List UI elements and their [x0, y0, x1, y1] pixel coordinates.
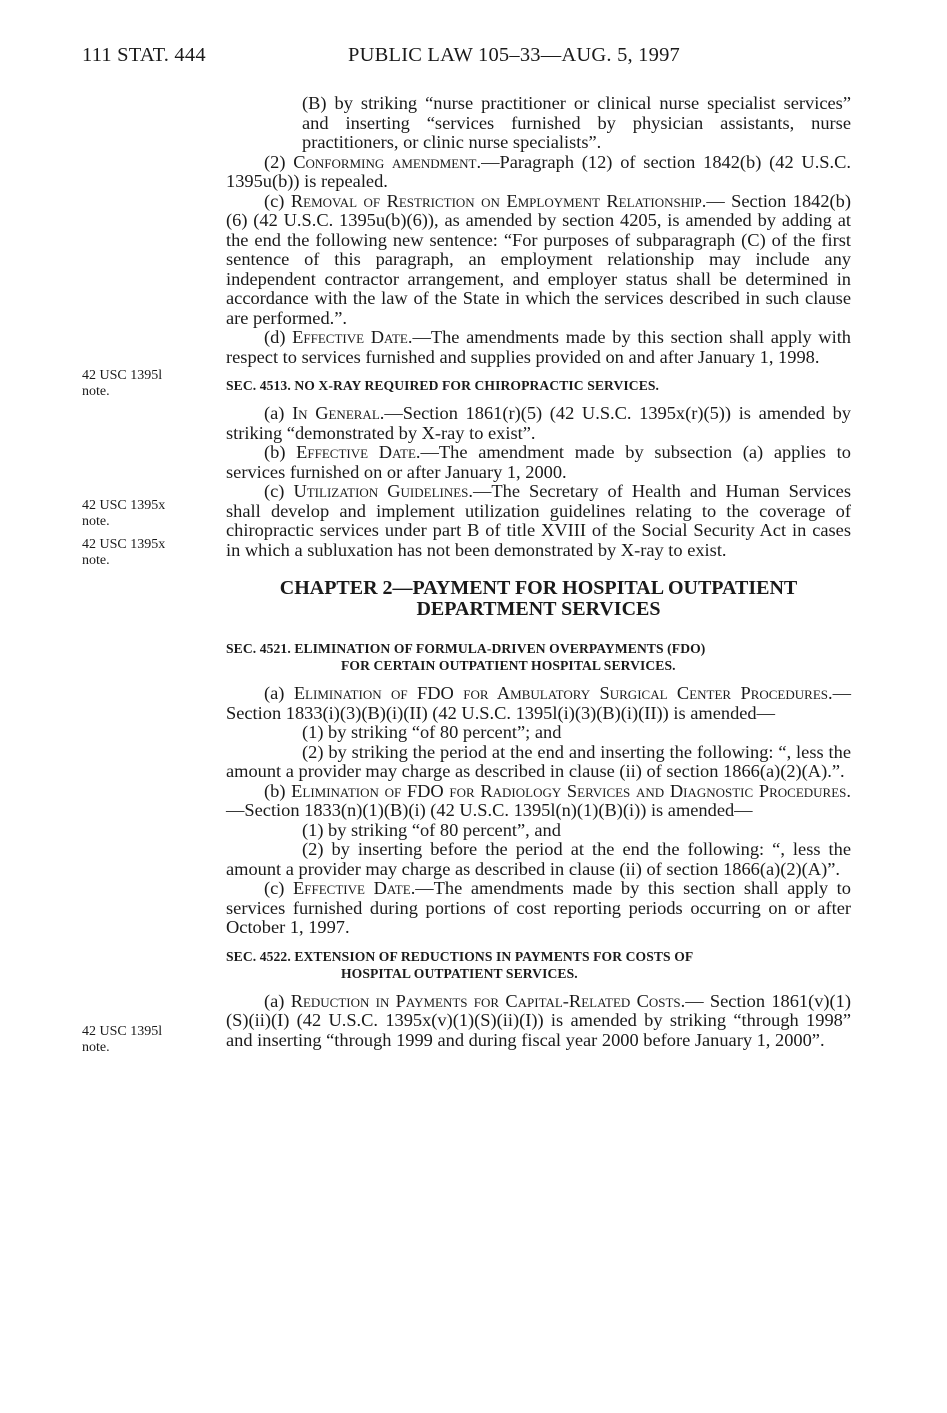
para-heading: Effective Date — [293, 878, 411, 898]
margin-note — [82, 1024, 202, 1056]
paragraph — [226, 723, 851, 743]
paragraph — [226, 992, 851, 1051]
para-heading: Utilization Guidelines — [293, 481, 469, 501]
paragraph — [226, 684, 851, 723]
section-title: SEC. 4521. ELIMINATION OF FORMULA-DRIVEN OVERPAYMENTS (FDO) — [226, 641, 706, 656]
margin-note-citation: 42 USC 1395x — [82, 498, 166, 513]
section-title-cont: HOSPITAL OUTPATIENT SERVICES. — [341, 965, 578, 981]
subparagraph-b: (B) by striking “nurse practitioner or clinical nurse specialist services” and inserting “services furnished by physician assistants, nurse practitioners, or clinic nurse specialists”. — [302, 93, 851, 152]
section-heading — [226, 948, 851, 982]
para-body: .—The Secretary of Health and Human Services shall develop and implement utilization guidelines relating to the coverage of chiropractic services under part B of title XVIII of the Social Security Act in cases in which a subluxation has not been demonstrated by X-ray to exist. — [226, 481, 851, 560]
margin-note — [82, 537, 202, 569]
para-number: (a) — [264, 990, 291, 1011]
para-body: .—Section 1861(r)(5) (42 U.S.C. 1395x(r)(5)) is amended by striking “demonstrated by X-ray to exist”. — [226, 403, 852, 443]
section-title: SEC. 4522. EXTENSION OF REDUCTIONS IN PAYMENTS FOR COSTS OF — [226, 948, 694, 964]
para-number: (c) — [264, 190, 291, 211]
margin-note-citation: 42 USC 1395l — [82, 1024, 163, 1039]
paragraph — [226, 404, 851, 443]
paragraph — [226, 94, 851, 153]
para-body: .—The amendment made by subsection (a) applies to services furnished on or after January 1, 2000. — [226, 442, 851, 482]
para-body: .—The amendments made by this section shall apply with respect to services furnished and supplies provided on and after January 1, 1998. — [226, 327, 851, 367]
public-law-citation: PUBLIC LAW 105–33—AUG. 5, 1997 — [348, 44, 680, 66]
margin-note-label: note. — [82, 553, 110, 568]
margin-note-citation: 42 USC 1395l — [82, 368, 163, 383]
para-heading: In General — [292, 403, 380, 423]
para-body: .— Section 1842(b)(6) (42 U.S.C. 1395u(b)(6)), as amended by section 4205, is amended by adding at the end the following new sentence: “For purposes of subparagraph (C) of the first sentence of this paragraph, an employment relationship may include any independent contractor arrangement, and employer status shall be determined in accordance with the law of the State in which the services described in such clause are performed.”. — [226, 190, 851, 328]
para-number: (b) — [264, 442, 297, 462]
margin-note-label: note. — [82, 384, 110, 399]
paragraph — [226, 443, 851, 482]
margin-note-citation: 42 USC 1395x — [82, 537, 166, 552]
para-body: .—Section 1833(i)(3)(B)(i)(II) (42 U.S.C. 1395l(i)(3)(B)(i)(II)) is amended— — [226, 683, 851, 723]
para-body: .—Section 1833(n)(1)(B)(i) (42 U.S.C. 1395l(n)(1)(B)(i)) is amended— — [226, 780, 851, 820]
margin-note-label: note. — [82, 1040, 110, 1055]
clause: (1) by striking “of 80 percent”, and — [302, 819, 561, 840]
para-body: .—The amendments made by this section shall apply to services furnished during portions of cost reporting periods occurring on or after October 1, 1997. — [226, 878, 851, 937]
para-heading: Removal of Restriction on Employment Relationship — [290, 190, 702, 211]
para-number: (2) — [264, 151, 294, 172]
paragraph — [226, 328, 851, 367]
statute-text — [226, 94, 851, 1050]
paragraph — [226, 840, 851, 879]
para-heading: Elimination of FDO for Ambulatory Surgical Center Procedures — [293, 683, 828, 703]
para-number: (a) — [264, 403, 293, 423]
paragraph — [226, 821, 851, 841]
clause: (2) by striking the period at the end and inserting the following: “, less the amount a provider may charge as described in clause (ii) of section 1866(a)(2)(A).”. — [226, 741, 851, 781]
para-heading: Elimination of FDO for Radiology Services and Diagnostic Procedures — [291, 780, 847, 801]
clause: (2) by inserting before the period at the end the following: “, less the amount a provider may charge as described in clause (ii) of section 1866(a)(2)(A)”. — [226, 839, 851, 879]
paragraph — [226, 192, 851, 329]
section-heading — [226, 640, 851, 674]
para-body: .—Paragraph (12) of section 1842(b) (42 U.S.C. 1395u(b)) is repealed. — [226, 151, 851, 191]
chapter-title-line: CHAPTER 2—PAYMENT FOR HOSPITAL OUTPATIENT — [279, 577, 798, 599]
paragraph — [226, 782, 851, 821]
para-number: (a) — [264, 683, 294, 703]
paragraph — [226, 879, 851, 938]
stat-page-number: 111 STAT. 444 — [82, 44, 206, 66]
margin-note-label: note. — [82, 514, 110, 529]
section-title-cont: FOR CERTAIN OUTPATIENT HOSPITAL SERVICES. — [341, 658, 676, 673]
para-heading: Reduction in Payments for Capital-Related Costs — [290, 990, 681, 1011]
para-number: (d) — [264, 327, 293, 347]
para-heading: Effective Date — [292, 327, 408, 347]
section-title: SEC. 4513. NO X-RAY REQUIRED FOR CHIROPRACTIC SERVICES. — [226, 378, 660, 393]
para-number: (c) — [264, 878, 294, 898]
para-heading: Effective Date — [296, 442, 416, 462]
paragraph — [226, 743, 851, 782]
para-heading: Conforming amendment — [293, 151, 477, 172]
para-number: (b) — [264, 780, 292, 801]
paragraph — [226, 153, 851, 192]
margin-note — [82, 368, 202, 400]
margin-note — [82, 498, 202, 530]
clause: (1) by striking “of 80 percent”; and — [302, 722, 562, 742]
para-body: .— Section 1861(v)(1)(S)(ii)(I) (42 U.S.C. 1395x(v)(1)(S)(ii)(I)) is amended by striking “through 1998” and inserting “through 1999 and during fiscal year 2000 before January 1, 2000”. — [226, 990, 851, 1050]
section-heading — [226, 377, 851, 394]
chapter-heading — [226, 578, 851, 620]
paragraph — [226, 482, 851, 560]
para-number: (c) — [264, 481, 294, 501]
chapter-title-line: DEPARTMENT SERVICES — [416, 598, 661, 620]
